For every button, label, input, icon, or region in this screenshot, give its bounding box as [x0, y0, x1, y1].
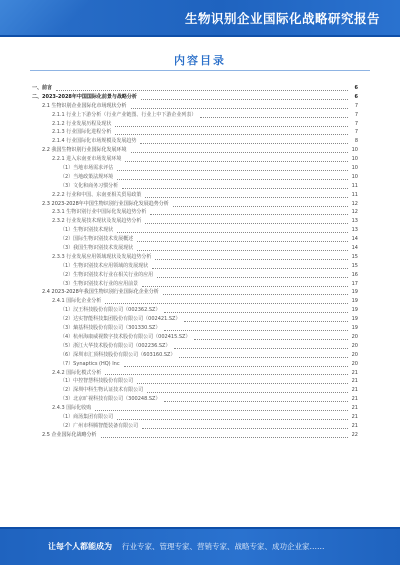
toc-entry-page: 7 — [354, 102, 358, 109]
toc-entry[interactable] — [32, 351, 358, 360]
toc-entry-page: 14 — [351, 245, 358, 252]
toc-entry[interactable] — [32, 395, 358, 404]
toc-entry[interactable] — [32, 111, 358, 120]
toc-entry-label: 2.2.2 行业和中国、东南亚相关贸易政策 — [52, 191, 142, 198]
toc-leader-dots — [142, 286, 348, 287]
toc-entry[interactable] — [32, 360, 358, 369]
toc-entry-page: 19 — [351, 289, 358, 296]
toc-entry-label: （2）国际生物识别技术发展概述 — [60, 236, 134, 243]
toc-entry[interactable] — [32, 137, 358, 146]
toc-entry[interactable] — [32, 333, 358, 342]
toc-entry-page: 6 — [354, 85, 358, 91]
toc-leader-dots — [101, 437, 348, 438]
toc-entry-label: 2.1.1 行业上下游分析（行业产业链图、行业上中下游企业列表） — [52, 111, 197, 118]
toc-entry-label: （2）深圳中科生物认证技术有限公司 — [60, 387, 144, 394]
toc-entry[interactable] — [32, 431, 358, 440]
toc-divider — [30, 70, 370, 71]
toc-entry-page: 21 — [351, 422, 358, 429]
toc-entry-page: 20 — [351, 333, 358, 340]
toc-entry-page: 21 — [351, 396, 358, 403]
toc-entry-page: 10 — [351, 147, 358, 154]
toc-entry-page: 21 — [351, 405, 358, 412]
toc-leader-dots — [152, 268, 348, 269]
toc-entry-label: 2.2.1 进入东南亚市场发展环境 — [52, 156, 122, 163]
toc-entry[interactable] — [32, 422, 358, 431]
toc-entry[interactable] — [32, 235, 358, 244]
toc-entry-page: 8 — [354, 138, 358, 145]
toc-leader-dots — [145, 223, 348, 224]
toc-entry-label: （1）当地市场需求评估 — [60, 165, 114, 172]
toc-entry[interactable] — [32, 369, 358, 378]
toc-leader-dots — [105, 303, 348, 304]
toc-entry[interactable] — [32, 244, 358, 253]
toc-entry-label: （4）杭州海康威视数字技术股份有限公司（002415.SZ） — [60, 333, 191, 340]
toc-entry-page: 17 — [351, 280, 358, 287]
toc-entry-label: 2.1.3 行业国际化进程分析 — [52, 129, 112, 136]
toc-entry-page: 14 — [351, 236, 358, 243]
toc-entry-label: 2.1.4 行业国际化市场规模及发展趋势 — [52, 138, 137, 145]
report-title: 生物识别企业国际化战略研究报告 — [184, 11, 380, 26]
toc-entry[interactable] — [32, 173, 358, 182]
toc-leader-dots — [131, 152, 348, 153]
toc-leader-dots — [142, 428, 348, 429]
toc-entry[interactable] — [32, 93, 358, 102]
toc-entry-page: 15 — [351, 253, 358, 260]
toc-entry[interactable] — [32, 226, 358, 235]
toc-entry-page: 20 — [351, 351, 358, 358]
toc-entry-page: 12 — [351, 200, 358, 207]
toc-leader-dots — [173, 206, 348, 207]
toc-entry-label: （2）生物识别技术行业在相关行业的应用 — [60, 271, 154, 278]
footer-rule — [0, 527, 400, 529]
toc-leader-dots — [124, 366, 348, 367]
toc-leader-dots — [184, 321, 348, 322]
toc-leader-dots — [117, 419, 348, 420]
toc-leader-dots — [95, 410, 348, 411]
toc-entry-page: 7 — [354, 129, 358, 136]
toc-leader-dots — [164, 330, 348, 331]
toc-entry[interactable] — [32, 324, 358, 333]
toc-entry-page: 13 — [351, 218, 358, 225]
toc-entry[interactable] — [32, 386, 358, 395]
toc-entry-page: 10 — [351, 165, 358, 172]
toc-entry[interactable] — [32, 102, 358, 111]
toc-entry-page: 7 — [354, 111, 358, 118]
toc-entry[interactable] — [32, 288, 358, 297]
toc-entry-label: （1）商汤集团有限公司 — [60, 413, 114, 420]
toc-entry-page: 20 — [351, 342, 358, 349]
toc-entry[interactable] — [32, 164, 358, 173]
toc-entry-label: 2.4.1 国际化企业分析 — [52, 298, 102, 305]
toc-leader-dots — [164, 312, 348, 313]
toc-entry-page: 15 — [351, 262, 358, 269]
toc-entry[interactable] — [32, 404, 358, 413]
toc-entry-label: 2.1.2 行业发展历程及现状 — [52, 120, 112, 127]
toc-entry[interactable] — [32, 128, 358, 137]
toc-entry-label: 2.1 生物识别企业国际化市场现状分析 — [42, 102, 127, 109]
toc-entry-label: （2）广州市科腾智能装备有限公司 — [60, 422, 139, 429]
toc-entry-page: 13 — [351, 227, 358, 234]
toc-leader-dots — [147, 392, 348, 393]
toc-entry[interactable] — [32, 315, 358, 324]
toc-entry[interactable] — [32, 377, 358, 386]
toc-entry-page: 6 — [354, 93, 358, 100]
toc-entry-label: 一、前言 — [32, 85, 53, 91]
toc-leader-dots — [131, 108, 348, 109]
toc-entry[interactable] — [32, 191, 358, 200]
header-decoration — [0, 0, 95, 36]
toc-entry[interactable] — [32, 297, 358, 306]
toc-entry-label: （3）北京旷视科技有限公司（300248.SZ） — [60, 396, 161, 403]
toc-leader-dots — [155, 259, 348, 260]
toc-leader-dots — [140, 143, 348, 144]
toc-leader-dots — [137, 383, 348, 384]
toc-entry-page: 10 — [351, 173, 358, 180]
toc-entry-label: （1）中控智慧科技股份有限公司 — [60, 378, 134, 385]
toc-entry[interactable] — [32, 413, 358, 422]
toc-leader-dots — [164, 401, 348, 402]
toc-entry-label: （2）当地政策法规环境 — [60, 173, 114, 180]
table-of-contents — [32, 84, 358, 440]
toc-entry-page: 11 — [351, 182, 358, 189]
page-footer — [0, 527, 400, 565]
toc-entry-label: （3）生物识别技术行业的应用前景 — [60, 280, 139, 287]
toc-leader-dots — [145, 197, 348, 198]
toc-leader-dots — [174, 348, 348, 349]
toc-entry-label: （7）Synaptics (HQ) Inc — [60, 360, 120, 367]
toc-entry-label: （3）我国生物识别技术发展现状 — [60, 245, 134, 252]
toc-entry-label: 2.2 我国生物识别行业国际化发展环境 — [42, 147, 127, 154]
toc-leader-dots — [115, 134, 348, 135]
toc-entry-label: 2.4.2 国际化模式分析 — [52, 369, 102, 376]
toc-entry[interactable] — [32, 208, 358, 217]
toc-entry-label: （5）浙江大华技术股份有限公司（002236.SZ） — [60, 342, 171, 349]
toc-entry[interactable] — [32, 262, 358, 271]
toc-entry-page: 19 — [351, 325, 358, 332]
toc-entry[interactable] — [32, 84, 358, 93]
toc-entry-page: 22 — [351, 431, 358, 438]
footer-slogan-right: 行业专家、管理专家、营销专家、战略专家、成功企业家…… — [122, 542, 325, 551]
toc-leader-dots — [117, 232, 348, 233]
toc-entry[interactable] — [32, 120, 358, 129]
toc-entry-label: 2.5 企业国际化战略分析 — [42, 431, 97, 438]
toc-entry[interactable] — [32, 146, 358, 155]
toc-entry[interactable] — [32, 155, 358, 164]
toc-entry-label: 二、2023-2028年中国国际化前景与战略分析 — [32, 93, 137, 100]
toc-leader-dots — [117, 170, 348, 171]
toc-entry[interactable] — [32, 217, 358, 226]
toc-entry-label: （6）深圳市汇顶科技股份有限公司（603160.SZ） — [60, 351, 176, 358]
report-header — [0, 0, 400, 36]
toc-entry-label: （1）汉王科技股份有限公司（002362.SZ） — [60, 307, 161, 314]
toc-entry-page: 19 — [351, 298, 358, 305]
toc-entry-page: 19 — [351, 316, 358, 323]
toc-leader-dots — [137, 250, 348, 251]
footer-slogan-left: 让每个人都能成为 — [48, 542, 112, 551]
toc-leader-dots — [117, 179, 348, 180]
toc-entry-page: 16 — [351, 271, 358, 278]
toc-entry-page: 10 — [351, 156, 358, 163]
toc-entry[interactable] — [32, 271, 358, 280]
toc-entry-label: 2.3.2 行业发展技术现状及发展趋势分析 — [52, 218, 142, 225]
toc-leader-dots — [125, 161, 348, 162]
toc-entry-label: （1）生物识别技术现状 — [60, 227, 114, 234]
toc-entry-page: 21 — [351, 387, 358, 394]
toc-entry[interactable] — [32, 200, 358, 209]
toc-entry-label: （3）熵基科技股份有限公司（301330.SZ） — [60, 325, 161, 332]
toc-entry-label: （1）生物识别技术应用领域的发展现状 — [60, 262, 149, 269]
toc-entry-label: 2.3.3 行业发展应用领域现状及发展趋势分析 — [52, 253, 152, 260]
toc-leader-dots — [150, 214, 348, 215]
toc-entry-page: 21 — [351, 413, 358, 420]
toc-entry-label: （3）文化和商务习惯分析 — [60, 182, 119, 189]
toc-leader-dots — [157, 277, 348, 278]
toc-entry-page: 19 — [351, 307, 358, 314]
toc-heading: 内容目录 — [174, 54, 226, 67]
toc-leader-dots — [122, 188, 348, 189]
toc-entry[interactable] — [32, 306, 358, 315]
toc-entry-label: 2.3 2023-2028年中国生物识别行业国际化发展趋势分析 — [42, 200, 169, 207]
toc-leader-dots — [141, 99, 348, 100]
toc-entry-page: 21 — [351, 378, 358, 385]
toc-entry[interactable] — [32, 182, 358, 191]
toc-entry[interactable] — [32, 280, 358, 289]
header-underline — [0, 35, 400, 37]
toc-entry-page: 20 — [351, 360, 358, 367]
toc-entry-label: （2）达实智能科技集团股份有限公司（002421.SZ） — [60, 316, 181, 323]
toc-leader-dots — [56, 90, 348, 91]
toc-entry-page: 21 — [351, 369, 358, 376]
toc-entry-page: 12 — [351, 209, 358, 216]
toc-entry-label: 2.4 2023-2028年我国生物识别行业国际化企业分析 — [42, 289, 159, 296]
toc-leader-dots — [194, 339, 348, 340]
toc-entry-label: 2.4.3 国际化收购 — [52, 405, 92, 412]
toc-leader-dots — [200, 117, 348, 118]
toc-entry[interactable] — [32, 342, 358, 351]
toc-leader-dots — [179, 357, 348, 358]
toc-leader-dots — [105, 374, 348, 375]
toc-leader-dots — [115, 126, 348, 127]
toc-entry-page: 11 — [351, 191, 358, 198]
toc-leader-dots — [163, 294, 348, 295]
toc-leader-dots — [137, 241, 348, 242]
toc-entry[interactable] — [32, 253, 358, 262]
toc-entry-label: 2.3.1 生物识别行业中国际化发展趋势分析 — [52, 209, 147, 216]
toc-entry-page: 7 — [354, 120, 358, 127]
